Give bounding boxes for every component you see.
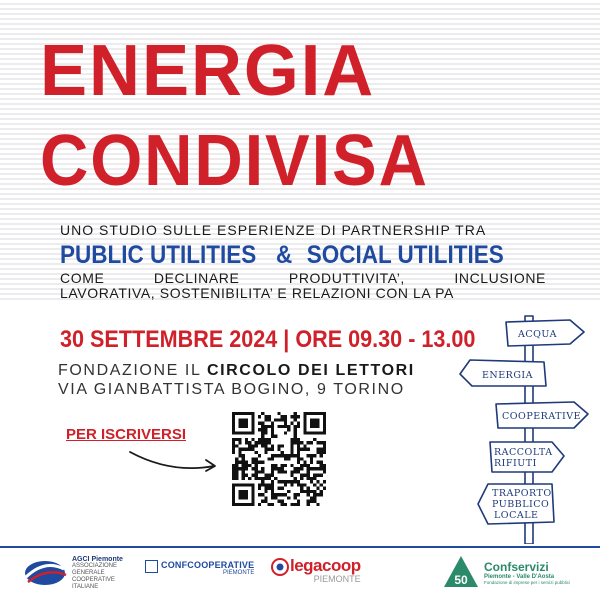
footer-divider: [0, 546, 600, 548]
social-utilities-text: SOCIAL UTILITIES: [306, 241, 504, 269]
title-line-2: CONDIVISA: [40, 121, 429, 201]
subtitle: UNO STUDIO SULLE ESPERIENZE DI PARTNERSHIP TRA: [60, 222, 487, 238]
confservizi-50-icon: [442, 553, 480, 591]
utilities-headline: [60, 241, 504, 270]
confcooperative-region: PIEMONTE: [223, 570, 255, 576]
sign-label: ENERGIA: [482, 370, 534, 381]
confservizi-tagline: Fondazione di imprese per i servizi pubblici: [484, 579, 571, 585]
agci-swoosh-icon: [22, 555, 68, 591]
ampersand: &: [276, 241, 293, 269]
sign-label: RIFIUTI: [494, 458, 537, 469]
venue-address: VIA GIANBATTISTA BOGINO, 9 TORINO: [58, 381, 405, 398]
sign-label: LOCALE: [494, 510, 539, 521]
legacoop-region: PIEMONTE: [313, 574, 361, 584]
signpost-illustration: [452, 302, 592, 544]
description-word: INCLUSIONE: [454, 270, 546, 286]
description: [60, 271, 546, 301]
confservizi-logo: [442, 553, 570, 591]
agci-logo: [22, 555, 123, 591]
public-utilities-text: PUBLIC UTILITIES: [60, 241, 257, 269]
description-word: COME: [60, 270, 105, 286]
legacoop-mark-icon: [270, 557, 290, 577]
description-line-2: LAVORATIVA, SOSTENIBILITA’ E RELAZIONI CON LA PA: [60, 285, 454, 301]
agci-subtitle: ASSOCIAZIONE GENERALE COOPERATIVE ITALIANE: [72, 562, 118, 590]
register-link[interactable]: PER ISCRIVERSI: [66, 426, 187, 443]
confcooperative-mark-icon: [145, 560, 158, 573]
description-word: DECLINARE: [153, 270, 240, 286]
sign-label: PUBBLICO: [492, 499, 550, 510]
confcooperative-logo: [145, 560, 254, 576]
confcooperative-name: CONFCOOPERATIVE: [161, 560, 255, 570]
title-line-1: ENERGIA: [40, 31, 376, 111]
confservizi-region: Piemonte - Valle D'Aosta: [484, 573, 555, 580]
anniversary-number: 50: [454, 573, 468, 587]
venue-prefix: FONDAZIONE IL: [58, 362, 207, 379]
sign-label: RACCOLTA: [494, 447, 553, 458]
curved-arrow-icon: [126, 446, 222, 476]
venue-name: CIRCOLO DEI LETTORI: [206, 362, 415, 379]
confservizi-name: Confservizi: [484, 559, 549, 574]
description-word: PRODUTTIVITA’,: [288, 270, 405, 286]
legacoop-name: legacoop: [290, 556, 361, 575]
sign-label: COOPERATIVE: [502, 411, 582, 422]
event-date-time: 30 SETTEMBRE 2024 | ORE 09.30 - 13.00: [60, 326, 476, 353]
sign-label: TRAPORTO: [492, 488, 552, 499]
sign-label: ACQUA: [518, 329, 557, 340]
venue: [58, 361, 415, 399]
agci-title: AGCI Piemonte: [72, 555, 123, 563]
legacoop-logo: [270, 557, 361, 584]
description-line-1: [60, 271, 546, 286]
registration-qr-code[interactable]: [232, 412, 326, 506]
